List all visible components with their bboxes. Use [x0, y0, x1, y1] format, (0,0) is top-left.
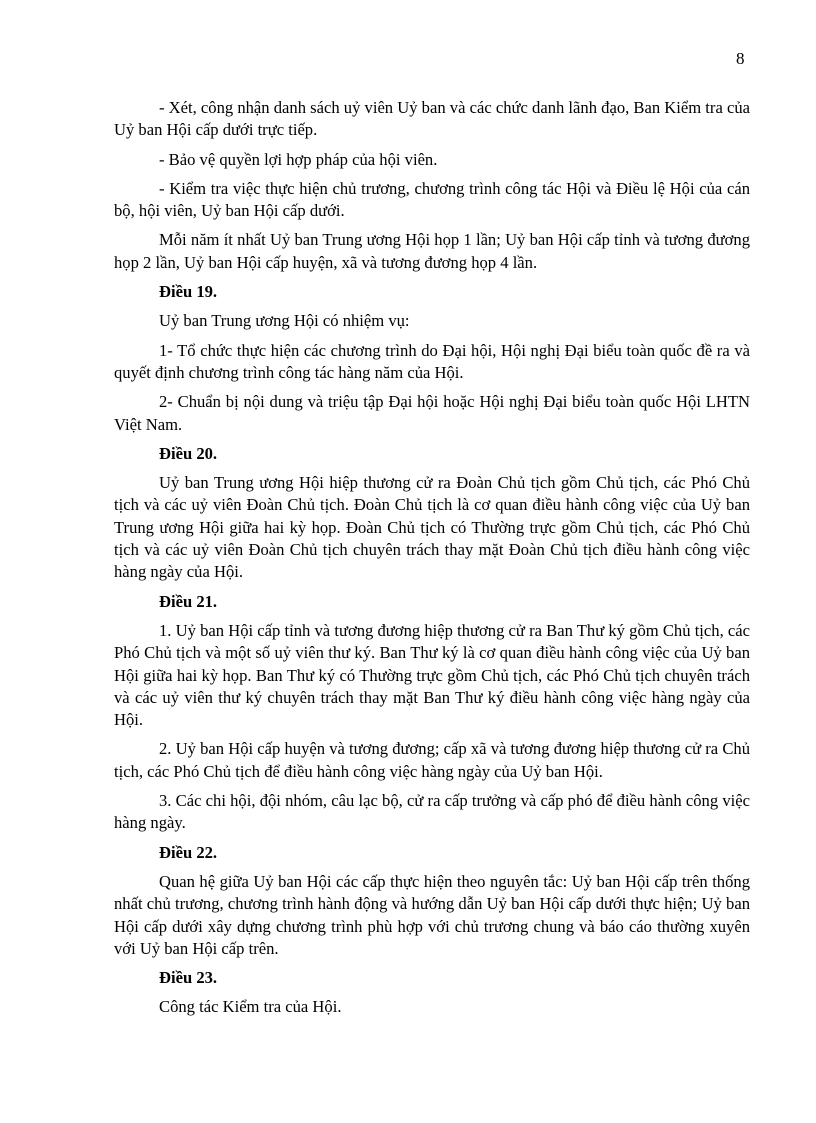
paragraph-inspection: - Kiểm tra việc thực hiện chủ trương, chương trình công tác Hội và Điều lệ Hội của cán bộ, hội viên, Uỷ ban Hội cấp dưới. — [114, 178, 750, 221]
document-body — [114, 97, 750, 1026]
paragraph-approval-members: - Xét, công nhận danh sách uỷ viên Uỷ ban và các chức danh lãnh đạo, Ban Kiểm tra của Uỷ ban Hội cấp dưới trực tiếp. — [114, 98, 750, 140]
page-number: 8 — [736, 49, 745, 68]
paragraph-protect-rights: - Bảo vệ quyền lợi hợp pháp của hội viên. — [159, 149, 438, 169]
paragraph-central-duty-1: 1- Tổ chức thực hiện các chương trình do Đại hội, Hội nghị Đại biểu toàn quốc đề ra và quyết định chương trình công tác hàng năm của Hội. — [114, 340, 750, 382]
paragraph-branches-clubs: 3. Các chi hội, đội nhóm, câu lạc bộ, cử ra cấp trưởng và cấp phó để điều hành công việc hàng ngày. — [114, 791, 750, 833]
article-heading-20: Điều 20. — [159, 443, 218, 463]
paragraph-inspection-work: Công tác Kiểm tra của Hội. — [159, 997, 342, 1017]
paragraph-central-duties-intro: Uỷ ban Trung ương Hội có nhiệm vụ: — [159, 311, 410, 331]
paragraph-district-commune: 2. Uỷ ban Hội cấp huyện và tương đương; cấp xã và tương đương hiệp thương cử ra Chủ tịch, các Phó Chủ tịch để điều hành công việc hàng ngày của Uỷ ban Hội. — [114, 739, 750, 781]
paragraph-secretariat-provincial: 1. Uỷ ban Hội cấp tỉnh và tương đương hiệp thương cử ra Ban Thư ký gồm Chủ tịch, các Phó Chủ tịch và một số uỷ viên thư ký. Ban Thư ký là cơ quan điều hành công việc của Uỷ ban Hội giữa hai kỳ họp. Ban Thư ký có Thường trực gồm Chủ tịch, các Phó Chủ tịch chuyên trách và các uỷ viên thư ký chuyên trách thay mặt Ban Thư ký điều hành công việc hàng ngày của Hội. — [114, 620, 750, 730]
article-heading-21: Điều 21. — [159, 591, 218, 611]
article-heading-19: Điều 19. — [159, 282, 218, 302]
paragraph-central-duty-2: 2- Chuẩn bị nội dung và triệu tập Đại hội hoặc Hội nghị Đại biểu toàn quốc Hội LHTN Việt Nam. — [114, 392, 750, 434]
paragraph-meeting-frequency: Mỗi năm ít nhất Uỷ ban Trung ương Hội họp 1 lần; Uỷ ban Hội cấp tỉnh và tương đương họp 2 lần, Uỷ ban Hội cấp huyện, xã và tương đương họp 4 lần. — [114, 230, 750, 272]
article-heading-22: Điều 22. — [159, 842, 218, 862]
paragraph-presidium: Uỷ ban Trung ương Hội hiệp thương cử ra Đoàn Chủ tịch gồm Chủ tịch, các Phó Chủ tịch và các uỷ viên Đoàn Chủ tịch. Đoàn Chủ tịch là cơ quan điều hành công việc của Uỷ ban Trung ương Hội giữa hai kỳ họp. Đoàn Chủ tịch có Thường trực gồm Chủ tịch, các Phó Chủ tịch và các uỷ viên Đoàn Chủ tịch chuyên trách thay mặt Đoàn Chủ tịch điều hành công việc hàng ngày của Hội. — [114, 473, 750, 582]
paragraph-relationship-levels: Quan hệ giữa Uỷ ban Hội các cấp thực hiện theo nguyên tắc: Uỷ ban Hội cấp trên thống nhất chủ trương, chương trình hành động và hướng dẫn Uỷ ban Hội cấp dưới thực hiện; Uỷ ban Hội cấp dưới xây dựng chương trình phù hợp với chủ trương chung và báo cáo thường xuyên với Uỷ ban Hội cấp trên. — [114, 871, 750, 958]
article-heading-23: Điều 23. — [159, 968, 218, 988]
